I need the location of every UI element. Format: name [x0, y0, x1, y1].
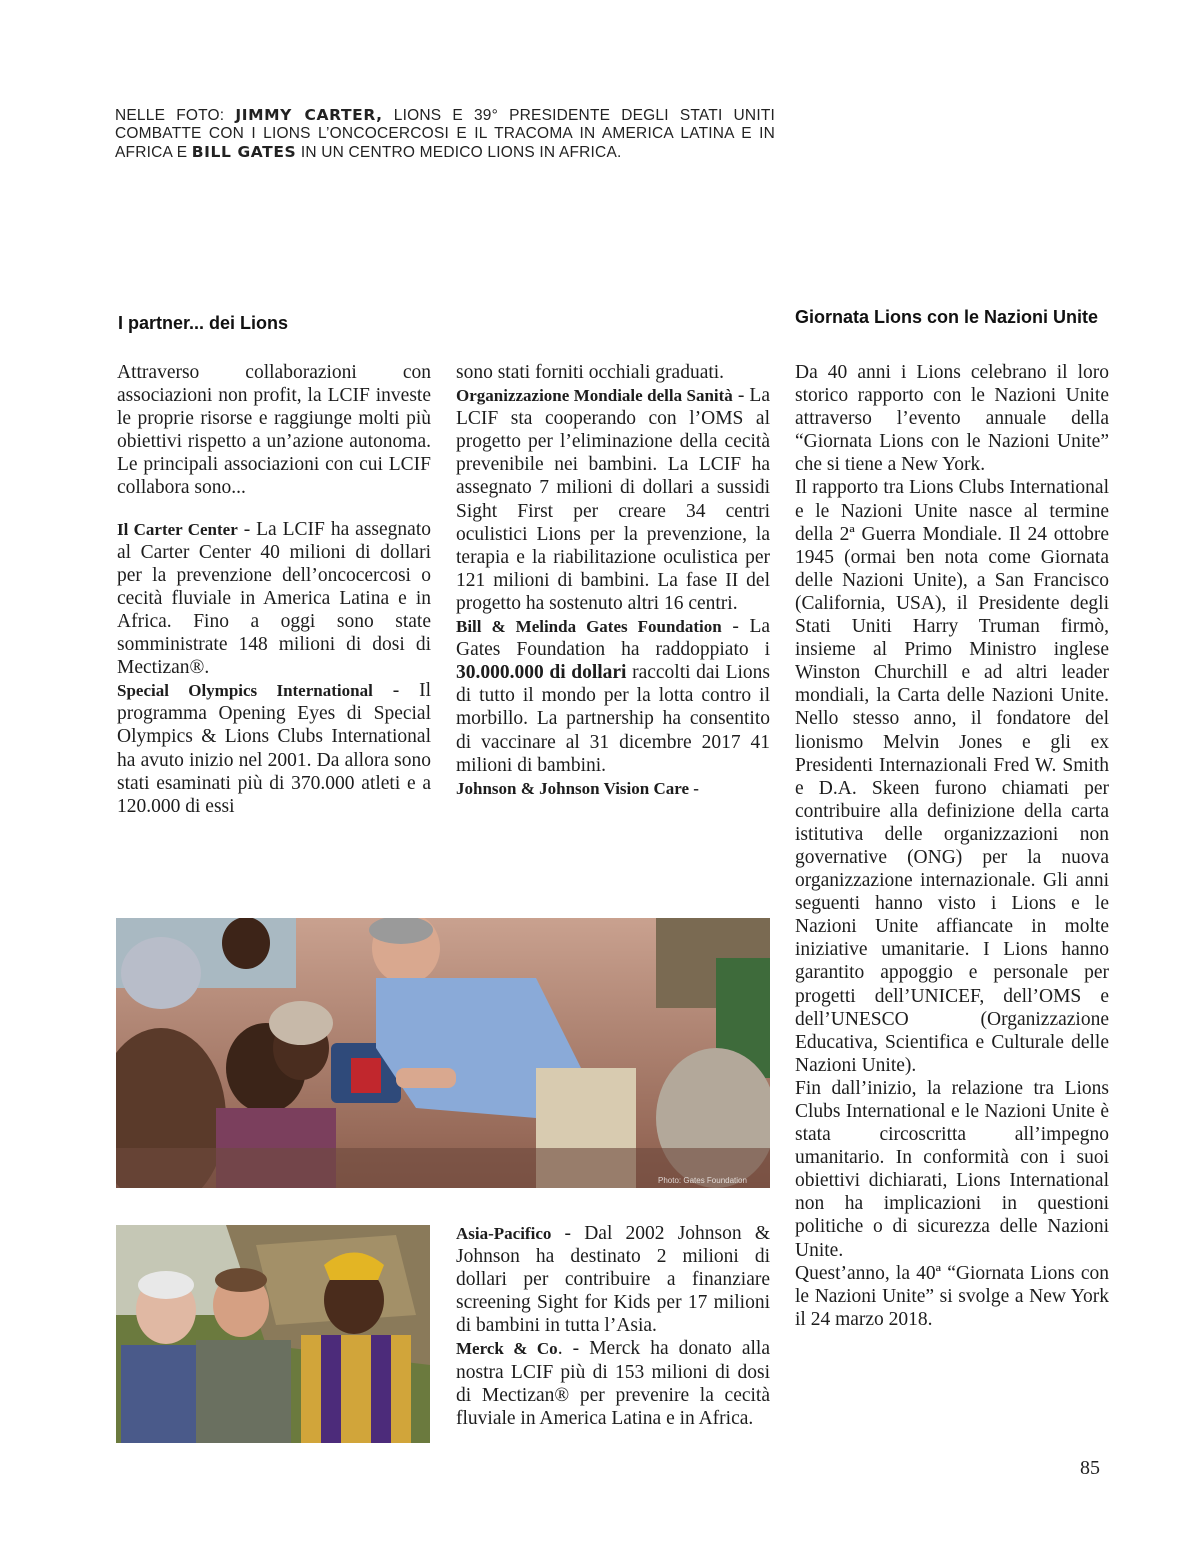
column-partners-continued — [456, 361, 770, 800]
gates-foundation-paragraph: Bill & Melinda Gates Foundation - La Gates Foundation ha raddoppiato i 30.000.000 di dollari raccolti dai Lions di tutto il mondo per la lotta contro il morbillo. La partnership ha consentito di vaccinare al 31 dicembre 2017 41 milioni di bambini. — [456, 616, 771, 776]
carter-center-paragraph: Il Carter Center - La LCIF ha assegnato al Carter Center 40 milioni di dollari per la prevenzione dell’oncocercosi o cecità fluviale in America Latina e in Africa. Fino a oggi sono state somministrate 148 milioni di dosi di Mectizan®. — [117, 518, 431, 679]
column-un-day — [795, 361, 1109, 1331]
un-paragraph-1: Da 40 anni i Lions celebrano il loro storico rapporto con le Nazioni Unite attraverso l’evento annuale della “Giornata Lions con le Nazioni Unite” che si tiene a New York. — [795, 362, 1109, 476]
bill-gates-photo — [116, 918, 770, 1188]
caption-name-gates: BILL GATES — [191, 143, 297, 161]
un-paragraph-2: Il rapporto tra Lions Clubs International e le Nazioni Unite nasce al termine della 2ª Guerra Mondiale. Il 24 ottobre 1945 (ormai ben nota come Giornata delle Nazioni Unite), a San Francisco (California, USA), il Presidente degli Stati Uniti Harry Truman firmò, insieme al Primo Ministro inglese Winston Churchill e ad altri leader mondiali, la Carta delle Nazioni Unite. Nello stesso anno, il fondatore del lionismo Melvin Jones e gli ex Presidenti Internazionali Fred W. Smith e D.A. Skeen furono chiamati per contribuire alla definizione della carta istitutiva delle organizzazioni non governative (ONG) per la nuova organizzazione internazionale. Gli anni seguenti hanno visto i Lions e le Nazioni Unite affiancate in molte iniziative umanitarie. I Lions hanno garantito appoggio e personale per progetti dell’UNICEF, dell’OMS e dell’UNESCO (Organizzazione Educativa, Scientifica e Culturale delle Nazioni Unite). — [795, 477, 1109, 1076]
asia-pacific-paragraph: Asia-Pacifico - Dal 2002 Johnson & Johnson ha destinato 2 milioni di dollari per contribuire a finanziare screening Sight for Kids per 17 milioni di bambini in tutta l’Asia. — [456, 1223, 770, 1337]
jimmy-carter-photo-illustration — [116, 1225, 430, 1443]
page-number: 85 — [1080, 1457, 1100, 1479]
continued-text: sono stati forniti occhiali graduati. — [456, 362, 725, 383]
column-partners — [117, 361, 431, 818]
photo-credit: Photo: Gates Foundation — [658, 1176, 747, 1185]
jimmy-carter-photo — [116, 1225, 430, 1443]
special-olympics-paragraph: Special Olympics International - Il programma Opening Eyes di Special Olympics & Lions Clubs International ha avuto inizio nel 2001. Da allora sono stati esaminati più di 370.000 atleti e a 120.000 di essi — [117, 680, 432, 817]
column-partners-bottom — [456, 1222, 770, 1430]
un-paragraph-3: Fin dall’inizio, la relazione tra Lions Clubs International e le Nazioni Unite è stata circoscritta all’impegno umanitario. In conformità con i suoi obiettivi dichiarati, Lions International non ha implicazioni in questioni politiche o di sicurezza delle Nazioni Unite. — [795, 1077, 1109, 1261]
merck-paragraph: Merck & Co. - Merck ha donato alla nostra LCIF più di 153 milioni di dosi di Mectizan® per prevenire la cecità fluviale in America Latina e in Africa. — [456, 1338, 770, 1429]
partners-heading: I partner... dei Lions — [118, 313, 289, 333]
un-paragraph-4: Quest’anno, la 40ª “Giornata Lions con le Nazioni Unite” si svolge a New York il 24 marzo 2018. — [795, 1262, 1109, 1330]
bill-gates-photo-illustration — [116, 918, 770, 1188]
oms-paragraph: Organizzazione Mondiale della Sanità - La LCIF sta cooperando con l’OMS al progetto per l’eliminazione della cecità prevenibile nei bambini. La LCIF ha assegnato 7 milioni di dollari a sussidi Sight First per creare 34 centri oculistici Lions per la prevenzione, la terapia e la riabilitazione oculistica per 121 milioni di bambini. La fase II del progetto ha sostenuto altri 16 centri. — [456, 385, 770, 614]
johnson-heading: Johnson & Johnson Vision Care - — [456, 778, 699, 798]
un-day-heading: Giornata Lions con le Nazioni Unite — [795, 307, 1099, 327]
partners-intro: Attraverso collaborazioni con associazioni non profit, la LCIF investe le proprie risorse e raggiunge molti più obiettivi rispetto a un’azione autonoma. Le principali associazioni con cui LCIF collabora sono... — [117, 362, 431, 499]
caption-name-carter: JIMMY CARTER, — [235, 106, 383, 124]
photo-caption: NELLE FOTO: JIMMY CARTER, LIONS E 39° PRESIDENTE DEGLI STATI UNITI COMBATTE CON I LIONS L’ONCOCERCOSI E IL TRACOMA IN AMERICA LATINA E IN AFRICA E BILL GATES IN UN CENTRO MEDICO LIONS IN AFRICA. — [115, 106, 776, 161]
